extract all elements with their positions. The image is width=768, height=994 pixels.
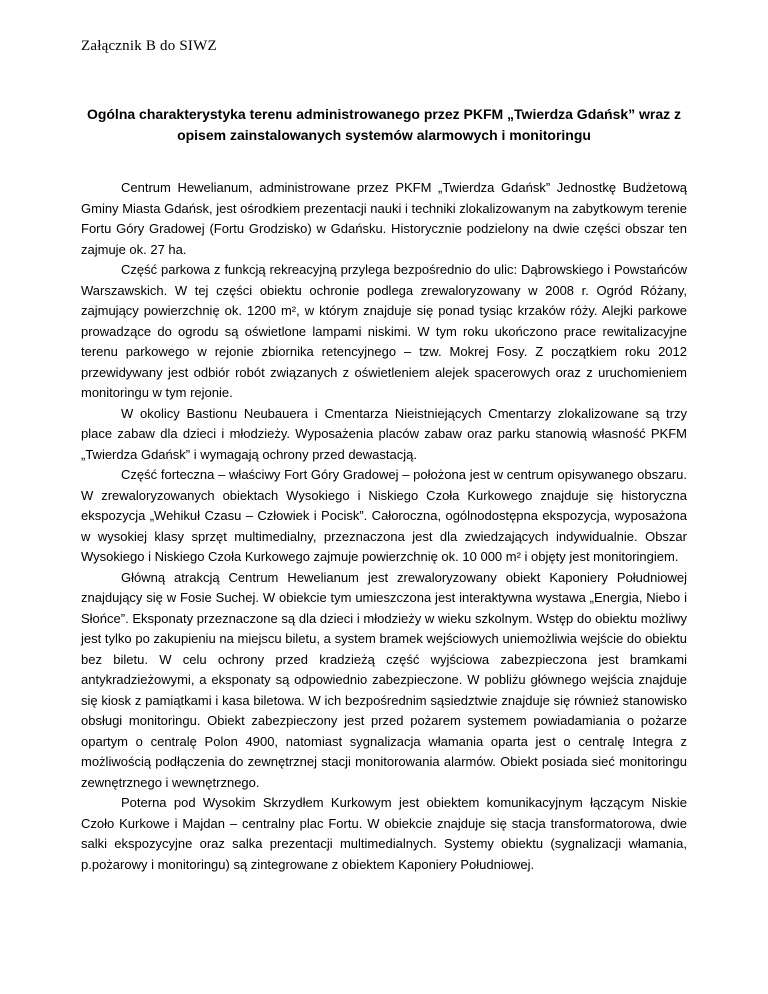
paragraph-playgrounds: W okolicy Bastionu Neubauera i Cmentarza Nieistniejących Cmentarzy zlokalizowane są trzy place zabaw dla dzieci i młodzieży. Wyposażenia placów zabaw oraz parku stanowią własność PKFM „Twierdza Gdańsk” i wymagają ochrony przed dewastacją. — [81, 405, 687, 462]
document-title: Ogólna charakterystyka terenu administrowanego przez PKFM „Twierdza Gdańsk” wraz z opisem zainstalowanych systemów alarmowych i monitoringu — [86, 106, 682, 143]
paragraph-intro: Centrum Hewelianum, administrowane przez PKFM „Twierdza Gdańsk” Jednostkę Budżetową Gminy Miasta Gdańsk, jest ośrodkiem prezentacji nauki i techniki zlokalizowanym na zabytkowym terenie Fortu Góry Gradowej (Fortu Grodzisko) w Gdańsku. Historycznie podzielony na dwie części obszar ten zajmuje ok. 27 ha. — [81, 180, 687, 257]
paragraph-kaponiera: Główną atrakcją Centrum Hewelianum jest zrewaloryzowany obiekt Kaponiery Południowej znajdujący się w Fosie Suchej. W obiekcie tym umieszczona jest interaktywna wystawa „Energia, Niebo i Słońce”. Eksponaty przeznaczone są dla dzieci i młodzieży w wieku szkolnym. Wstęp do obiektu możliwy jest tylko po zakupieniu na miejscu biletu, a system bramek wejściowych uniemożliwia wejście do obiektu bez biletu. W celu ochrony przed kradzieżą część wyjściowa zabezpieczona jest bramkami antykradzieżowymi, a eksponaty są odpowiednio zabezpieczone. W pobliżu głównego wejścia znajduje się kiosk z pamiątkami i kasa biletowa. W ich bezpośrednim sąsiedztwie znajduje się również stanowisko obsługi monitoringu. Obiekt zabezpieczony jest przed pożarem systemem powiadamiania o pożarze opartym o centralę Polon 4900, natomiast sygnalizacja włamania oparta jest o centralę Integra z możliwością podłączenia do zewnętrznej stacji monitorowania alarmów. Obiekt posiada sieć monitoringu zewnętrznego i wewnętrznego. — [81, 569, 687, 790]
paragraph-fortress-area: Część forteczna – właściwy Fort Góry Gradowej – położona jest w centrum opisywanego obszaru. W zrewaloryzowanych obiektach Wysokiego i Niskiego Czoła Kurkowego znajduje się historyczna ekspozycja „Wehikuł Czasu – Człowiek i Pocisk”. Całoroczna, ogólnodostępna ekspozycja, wyposażona w wysokiej klasy sprzęt multimedialny, przeznaczona jest dla zwiedzających indywidualnie. Obszar Wysokiego i Niskiego Czoła Kurkowego zajmuje powierzchnię ok. 10 000 m² i objęty jest monitoringiem. — [81, 467, 687, 564]
document-body — [81, 178, 687, 875]
paragraph-park-area: Część parkowa z funkcją rekreacyjną przylega bezpośrednio do ulic: Dąbrowskiego i Powstańców Warszawskich. W tej części obiektu ochronie podlega zrewaloryzowany w 2008 r. Ogród Różany, zajmujący powierzchnię ok. 1200 m², w którym znajduje się ponad tysiąc krzaków róży. Alejki parkowe prowadzące do ogrodu są oświetlone lampami niskimi. W tym roku ukończono prace rewitalizacyjne terenu parkowego w rejonie zbiornika retencyjnego – tzw. Mokrej Fosy. Z początkiem roku 2012 przewidywany jest odbiór robót związanych z oświetleniem alejek spacerowych oraz z uruchomieniem monitoringu w tym rejonie. — [81, 262, 687, 400]
paragraph-poterna: Poterna pod Wysokim Skrzydłem Kurkowym jest obiektem komunikacyjnym łączącym Niskie Czoło Kurkowe i Majdan – centralny plac Fortu. W obiekcie znajduje się stacja transformatorowa, dwie salki ekspozycyjne oraz salka prezentacji multimedialnych. Systemy obiektu (sygnalizacji włamania, p.pożarowy i monitoringu) są zintegrowane z obiektem Kaponiery Południowej. — [81, 795, 687, 872]
annex-label: Załącznik B do SIWZ — [81, 38, 217, 54]
